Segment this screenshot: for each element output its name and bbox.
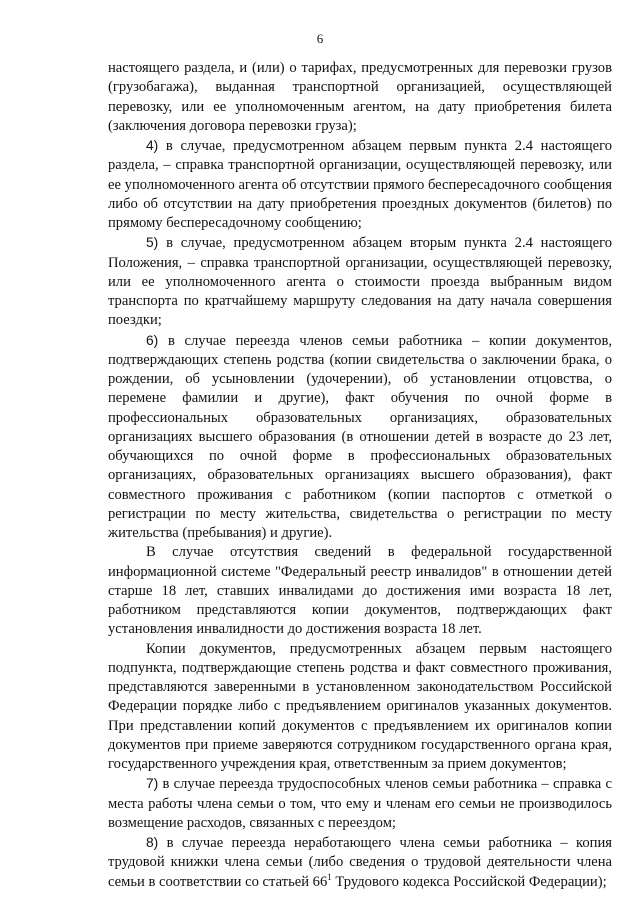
list-item-6 <box>108 331 612 544</box>
list-item-number: 7) <box>146 776 159 792</box>
list-item-8 <box>108 833 612 892</box>
paragraph-text: в случае переезда неработающего члена семьи работника – копия трудовой книжки члена семьи (либо сведения о трудовой деятельности члена семьи в соответствии со статьей 66 <box>108 835 612 890</box>
list-item-number: 4) <box>146 138 159 153</box>
paragraph-text: настоящего раздела, и (или) о тарифах, предусмотренных для перевозки грузов (грузобагажа), выданная транспортной организацией, осуществляющей перевозку, или ее уполномоченным агентом, на дату приобретения билета (заключения договора перевозки груза); <box>108 60 612 134</box>
paragraph-disability <box>108 543 612 639</box>
paragraph-text: Копии документов, предусмотренных абзацем первым настоящего подпункта, подтверждающие степень родства и факт совместного проживания, представляются заверенными в установленном законодательством Российской Федерации порядке либо с предъявлением оригиналов указанных документов. При представлении копий документов с предъявлением их оригиналов копии документов при приеме заверяются сотрудником государственного органа края, государственного учреждения края, ответственным за прием документов; <box>108 640 612 772</box>
paragraph-continuation <box>108 59 612 136</box>
paragraph-copies <box>108 640 612 775</box>
list-item-number: 8) <box>146 835 159 850</box>
paragraph-text: в случае переезда трудоспособных членов семьи работника – справка с места работы члена семьи о том, что ему и членам его семьи не производилось возмещение расходов, связанных с переездом; <box>108 776 612 831</box>
list-item-7 <box>108 774 612 833</box>
page-number: 6 <box>316 31 324 46</box>
list-item-4 <box>108 136 612 233</box>
paragraph-text: В случае отсутствия сведений в федеральной государственной информационной системе "Федеральный реестр инвалидов" в отношении детей старше 18 лет, ставших инвалидами до достижения ими возраста 18 лет, работником представляются копии документов, подтверждающих факт установления инвалидности до достижения возраста 18 лет. <box>108 544 612 638</box>
paragraph-text: в случае, предусмотренном абзацем первым пункта 2.4 настоящего раздела, – справка транспортной организации, осуществляющей перевозку, или ее уполномоченного агента об отсутствии прямого беспересадочного сообщения либо об отсутствии на дату приобретения проездных документов (билетов) по прямому беспересадочному сообщению; <box>108 138 612 231</box>
list-item-number: 6) <box>146 332 159 348</box>
paragraph-text-after: Трудового кодекса Российской Федерации); <box>331 873 607 890</box>
list-item-5 <box>108 233 612 330</box>
paragraph-text: в случае переезда членов семьи работника – копии документов, подтверждающих степень родства (копии свидетельства о заключении брака, о рождении, об усыновлении (удочерении), об установлении отцовства, о перемене фамилии и другие), факт обучения по очной форме в профессиональных образовательных организациях, образовательных организациях высшего образования (в отношении детей в возрасте до 23 лет, обучающихся по очной форме в профессиональных образовательных организациях, образовательных организациях высшего образования), факт совместного проживания с работником (копии паспортов с отметкой о регистрации по месту жительства, свидетельства о регистрации по месту жительства (пребывания) и другие). <box>108 332 612 541</box>
document-body <box>108 59 612 892</box>
paragraph-text: в случае, предусмотренном абзацем вторым пункта 2.4 настоящего Положения, – справка транспортной организации, осуществляющей перевозку, или ее уполномоченного агента о стоимости проезда выбранным видом транспорта по кратчайшему маршруту следования на дату начала совершения поездки; <box>108 235 612 329</box>
superscript: 1 <box>327 871 332 882</box>
list-item-number: 5) <box>146 235 159 251</box>
